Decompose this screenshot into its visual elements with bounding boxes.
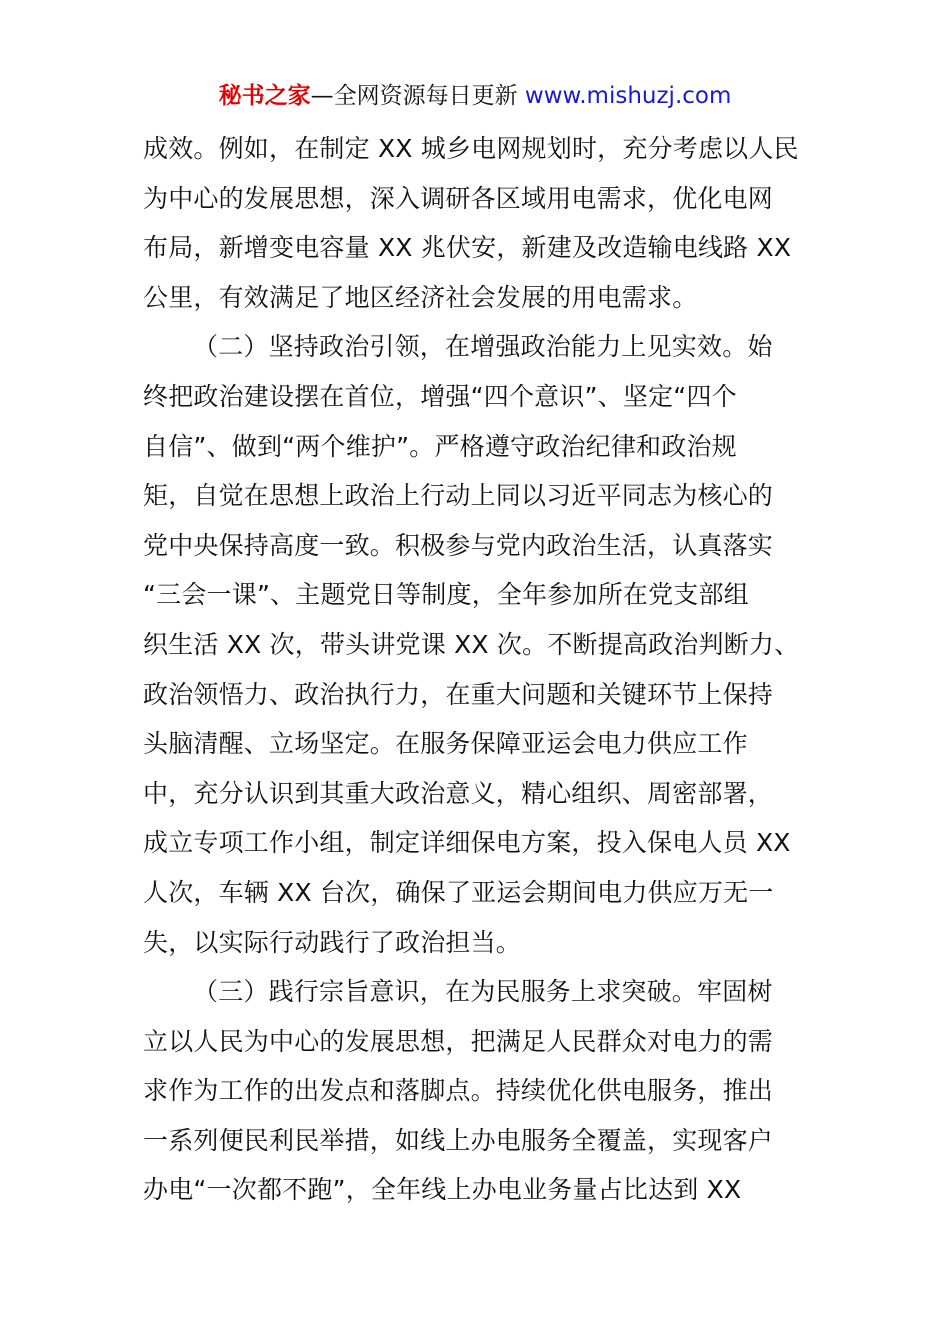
- text-line: 公里，有效满足了地区经济社会发展的用电需求。: [143, 282, 698, 312]
- text-line: “三会一课”、主题党日等制度，全年参加所在党支部组: [143, 580, 749, 610]
- text-line: 人次，车辆 XX 台次，确保了亚运会期间电力供应万无一: [143, 877, 774, 907]
- text-line: 办电“一次都不跑”，全年线上办电业务量占比达到 XX: [143, 1175, 742, 1205]
- text-line: 立以人民为中心的发展思想，把满足人民群众对电力的需: [143, 1026, 774, 1056]
- page-header: [0, 80, 950, 112]
- text-line: 政治领悟力、政治执行力，在重大问题和关键环节上保持: [143, 679, 774, 709]
- text-line: 一系列便民利民举措，如线上办电服务全覆盖，实现客户: [143, 1125, 774, 1155]
- text-line: 自信”、做到“两个维护”。严格遵守政治纪律和政治规: [143, 431, 737, 461]
- document-body: [143, 124, 808, 1215]
- site-tagline: —全网资源每日更新: [310, 83, 525, 109]
- text-line: 求作为工作的出发点和落脚点。持续优化供电服务，推出: [143, 1076, 774, 1106]
- site-url-link[interactable]: www.mishuzj.com: [524, 83, 732, 109]
- text-line: 布局，新增变电容量 XX 兆伏安，新建及改造输电线路 XX: [143, 233, 792, 263]
- text-line: 党中央保持高度一致。积极参与党内政治生活，认真落实: [143, 530, 774, 560]
- text-line: （二）坚持政治引领，在增强政治能力上见实效。始: [193, 332, 773, 362]
- text-line: 成立专项工作小组，制定详细保电方案，投入保电人员 XX: [143, 828, 791, 858]
- text-line: 失，以实际行动践行了政治担当。: [143, 927, 522, 957]
- text-line: 头脑清醒、立场坚定。在服务保障亚运会电力供应工作: [143, 729, 748, 759]
- text-line: 为中心的发展思想，深入调研各区域用电需求，优化电网: [143, 183, 774, 213]
- text-line: 矩，自觉在思想上政治上行动上同以习近平同志为核心的: [143, 481, 774, 511]
- site-brand: 秘书之家: [218, 83, 311, 109]
- text-line: 终把政治建设摆在首位，增强“四个意识”、坚定“四个: [143, 381, 737, 411]
- text-line: 织生活 XX 次，带头讲党课 XX 次。不断提高政治判断力、: [143, 629, 800, 659]
- text-line: （三）践行宗旨意识，在为民服务上求突破。牢固树: [193, 977, 773, 1007]
- text-line: 成效。例如，在制定 XX 城乡电网规划时，充分考虑以人民: [143, 134, 799, 163]
- text-line: 中，充分认识到其重大政治意义，精心组织、周密部署，: [143, 778, 774, 808]
